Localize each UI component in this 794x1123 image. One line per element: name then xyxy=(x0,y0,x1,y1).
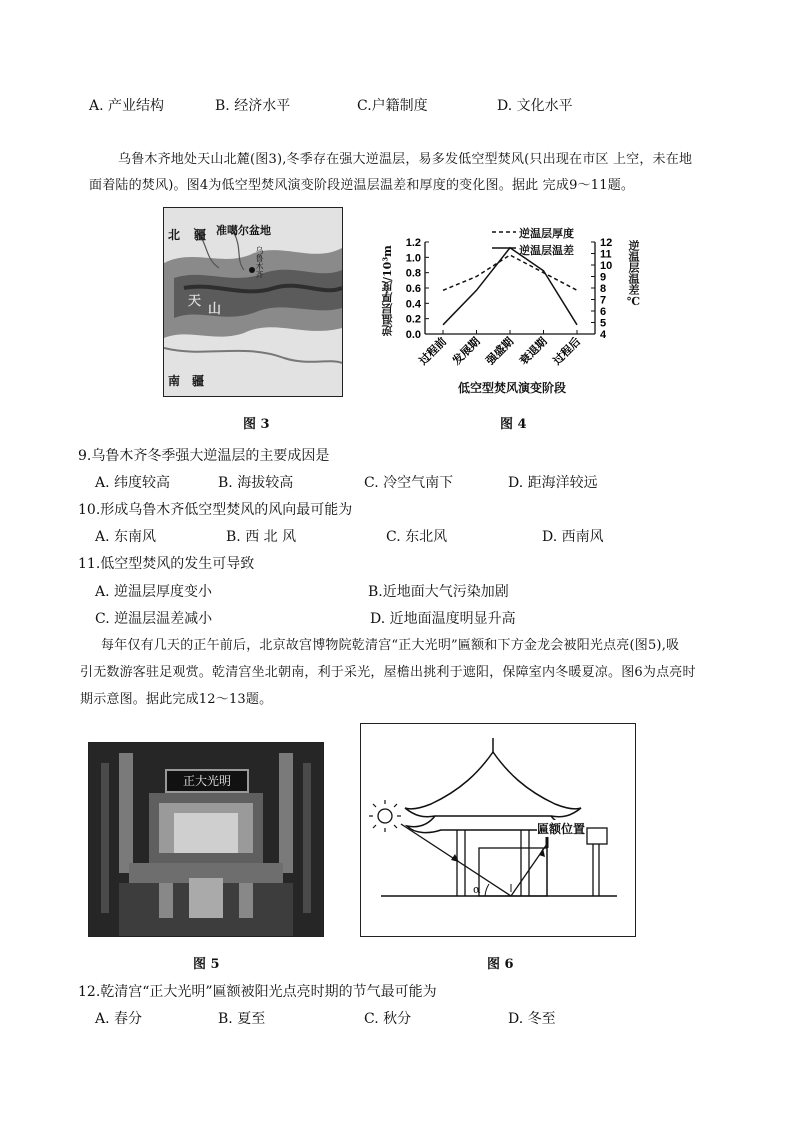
x-tick-label: 过程后 xyxy=(550,334,584,368)
x-tick-label: 过程前 xyxy=(416,334,450,368)
y-tick-label-right: 9 xyxy=(600,271,607,284)
passage2-line1: 每年仅有几天的正午前后，北京故宫博物院乾清宫“正大光明”匾额和下方金龙会被阳光点亮(图5),吸 xyxy=(101,638,680,653)
label-plaque-position: 匾额位置 xyxy=(537,822,586,836)
q10-stem: 10.形成乌鲁木齐低空型焚风的风向最可能为 xyxy=(78,502,353,518)
y-tick-label-left: 1.0 xyxy=(405,252,421,265)
y-tick-label-right: 10 xyxy=(600,260,613,272)
q8-option-a: A. 产业结构 xyxy=(89,98,165,114)
q10-option-c: C. 东北风 xyxy=(386,529,448,545)
y-tick-label-left: 0.4 xyxy=(405,298,421,311)
q12-option-a: A. 春分 xyxy=(95,1011,143,1027)
q9-option-a: A. 纬度较高 xyxy=(95,475,171,491)
q11-option-d: D. 近地面温度明显升高 xyxy=(370,611,516,627)
map-label-south: 南 xyxy=(168,374,181,388)
passage2-line2: 引无数游客驻足观赏。乾清宫坐北朝南，利于采光，屋檐出挑利于遮阳，保障室内冬暖夏凉。图6为点亮时 xyxy=(80,665,696,680)
map-label-basin: 准噶尔盆地 xyxy=(216,224,271,237)
map-label-shan: 山 xyxy=(208,302,222,317)
map-label-north: 北 xyxy=(168,228,181,242)
figure6-diagram xyxy=(360,723,636,937)
x-tick-label: 衰退期 xyxy=(517,334,550,368)
y-tick-label-right: 8 xyxy=(600,283,607,295)
passage1-line1: 乌鲁木齐地处天山北麓(图3),冬季存在强大逆温层，易多发低空型焚风(只出现在市区 上空，未在地 xyxy=(118,152,693,167)
y-tick-label-right: 5 xyxy=(600,317,607,330)
q12-option-c: C. 秋分 xyxy=(364,1011,412,1027)
y-tick-label-left: 0.2 xyxy=(405,313,421,326)
y-tick-label-left: 0.8 xyxy=(405,267,421,280)
figure6-caption: 图 6 xyxy=(487,957,514,972)
q10-option-a: A. 东南风 xyxy=(95,529,157,545)
map-label-jiang-north: 疆 xyxy=(194,228,207,242)
q11-option-a: A. 逆温层厚度变小 xyxy=(95,584,213,600)
passage2-line3: 期示意图。据此完成12～13题。 xyxy=(80,692,273,707)
map-label-urumqi: 乌鲁木齐 xyxy=(255,246,264,278)
series-line-tempdiff xyxy=(443,248,577,325)
passage1-line2: 面着陆的焚风)。图4为低空型焚风演变阶段逆温层温差和厚度的变化图。据此 完成9～11题。 xyxy=(89,178,635,193)
q11-option-b: B.近地面大气污染加剧 xyxy=(368,584,509,600)
q11-stem: 11.低空型焚风的发生可导致 xyxy=(78,556,255,572)
q8-option-d: D. 文化水平 xyxy=(497,98,573,114)
y-tick-label-left: 0.0 xyxy=(405,329,421,341)
q8-option-b: B. 经济水平 xyxy=(215,98,291,114)
q9-stem: 9.乌鲁木齐冬季强大逆温层的主要成因是 xyxy=(78,448,330,464)
legend-tempdiff-label: 逆温层温差 xyxy=(519,244,574,257)
figure3-map xyxy=(163,207,343,397)
q8-option-c: C.户籍制度 xyxy=(357,98,428,114)
y-tick-label-right: 11 xyxy=(600,248,612,261)
figure3-caption: 图 3 xyxy=(243,417,270,432)
q9-option-d: D. 距海洋较远 xyxy=(508,475,598,491)
figure5-photo xyxy=(88,742,324,937)
y-tick-label-right: 4 xyxy=(600,329,607,341)
y-tick-label-right: 6 xyxy=(600,306,607,318)
figure4-caption: 图 4 xyxy=(500,417,527,432)
label-alpha: α xyxy=(473,883,481,896)
y-tick-label-right: 7 xyxy=(600,294,607,307)
figure6-svg xyxy=(361,724,635,936)
map-label-tian: 天 xyxy=(188,294,202,309)
q12-option-d: D. 冬至 xyxy=(508,1011,556,1027)
q9-option-b: B. 海拔较高 xyxy=(218,475,294,491)
x-tick-label: 强盛期 xyxy=(483,334,517,368)
q10-option-b: B. 西 北 风 xyxy=(226,529,297,545)
legend-thickness-label: 逆温层厚度 xyxy=(519,227,574,240)
q12-stem: 12.乾清宫“正大光明”匾额被阳光点亮时期的节气最可能为 xyxy=(78,984,437,1000)
plaque-zheng-da-guang-ming: 正大光明 xyxy=(165,769,249,793)
series-line-thickness xyxy=(443,255,577,290)
q11-option-c: C. 逆温层温差减小 xyxy=(95,611,213,627)
q10-option-d: D. 西南风 xyxy=(542,529,604,545)
map-label-jiang-south: 疆 xyxy=(192,374,205,388)
figure5-caption: 图 5 xyxy=(193,957,220,972)
y-tick-label-left: 0.6 xyxy=(405,283,421,295)
figure4-xlabel: 低空型焚风演变阶段 xyxy=(458,381,567,395)
x-tick-label: 发展期 xyxy=(450,334,483,368)
figure4-ylabel-right: 逆温层温差℃ xyxy=(627,240,640,308)
figure4-ylabel-left: 逆温层厚度/10³m xyxy=(381,245,394,336)
q12-option-b: B. 夏至 xyxy=(218,1011,266,1027)
q9-option-c: C. 冷空气南下 xyxy=(364,475,454,491)
y-tick-label-left: 1.2 xyxy=(405,237,421,249)
y-tick-label-right: 12 xyxy=(600,237,613,249)
